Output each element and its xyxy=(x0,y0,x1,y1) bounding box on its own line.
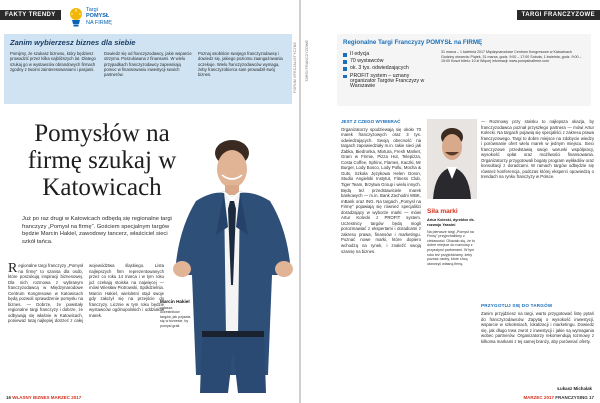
logo-line-1: Targi xyxy=(86,7,98,13)
footer-date-right: MARZEC 2017 xyxy=(523,395,554,400)
logo-line-2: POMYSŁ xyxy=(86,13,110,20)
body-text-left xyxy=(8,263,164,324)
right-page xyxy=(301,0,600,403)
section-label-right: TARGI FRANCZYZOWE xyxy=(517,10,600,20)
event-info-box xyxy=(337,34,591,106)
info-box-col-3: Poznaj osobiście swojego franczyzodawcę i dowiedz się, jakiego poziomu zaangażowania oczekuje. Wielu franczyzodawców wymaga, żeby franczyzobiorca sam prowadził swój biznes. xyxy=(198,51,283,78)
event-box-title: Regionalne Targi Franczyzy POMYSŁ na FIRMĘ xyxy=(343,39,483,46)
quote-box xyxy=(427,208,477,266)
caption-text: ogłasza uczestników targów, jak pojawia się w biznesie, by pomysł grali. xyxy=(160,305,191,328)
side-vertical-label-left: FORUM SPECJALISTYCZNE xyxy=(293,42,297,93)
footer-brand-right: FRANCZYSING xyxy=(555,395,588,400)
caption-name: Marcin Hakiel xyxy=(160,299,190,304)
footer-left xyxy=(6,395,81,400)
left-page xyxy=(0,0,299,403)
body-text-left-content: egionalne targi franczyzy „Pomysł na firmę” to szansa dla osób, które poszukują inspiracji biznesowej. Dla nich rozmowa z wybranym franczyzodawcą w Międzynarodowe Centrum Kongresowe w Katowicach będą pozwoli sprawdzenie pomysłu na biznes. — Dobrze, że powstały regionalne targi franczyzy i dobrze, że odbywają się właśnie w Katowicach, ponieważ tutaj najlepiej dotrzeć z całej województwa śląskiego. Lista najlepszych firm reprezentowanych przez co roku 14 marca i w tym roku już czekają stoiska na najwięcej — mówi Wiesław Piotrowski, Spółdzielnia. Marcin Hakiel, wieloletni stąd swoje gdy założył się na przejście do franczyzy. Licznie w tym roku będzie wystawców ogólnopolskich i oddziałów marek. xyxy=(8,263,164,324)
section-label-left: FAKTY TRENDY xyxy=(0,10,61,20)
logo-text xyxy=(86,7,112,26)
info-box-col-2: Dowiedz się od franczyzodawcy, jakie wsparcie otrzyma. Poszukiwana z finansami. W wielu przypadkach franczyzodawcy zapewniają pomoc w finansowaniu inwestycji swoich partnerów. xyxy=(104,51,192,78)
info-box-col-1: Pomijmy, że szukasz biznesu, który będziesz prowadzić przez kilka najbliższych lat. Dlatego szukaj go w wystawców obrandowych firmach zgodny z twoimi zainteresowaniami i pasjami. xyxy=(10,51,96,72)
event-fact-item: 70 wystawców xyxy=(343,58,435,65)
event-fact-item: II edycja xyxy=(343,51,435,58)
info-box-columns xyxy=(10,51,286,77)
lead-paragraph: Już po raz drugi w Katowicach odbędą się regionalne targi franczyzy „Pomysł na firmę”. Gościem specjalnym targów będzie Marcin Hakiel, zawodowy tancerz, właściciel sieci szkół tańca. xyxy=(22,216,172,245)
event-fact-item: ok. 3 tys. odwiedzających xyxy=(343,65,435,72)
info-box-title: Zanim wybierzesz biznes dla siebie xyxy=(10,38,136,47)
page-number-left: 16 xyxy=(6,395,12,400)
event-facts-list xyxy=(343,51,435,89)
logo-lightbulb-icon xyxy=(68,6,84,28)
body-column-2: — Rozmowy przy stoisku to najlepsza okazja, by franczyzodawca poznał przyszłego partnera — mówi Artur Kolecki. Na targach pojawią się specjaliści z zakresu prawa franczyzowego. Targi to dobre miejsce na zdobycie wiedzy i porównanie ofert wielu marek w jednym miejscu. Sieci franczyzowe przedstawią swoje warunki współpracy, wysokość opłat oraz możliwości finansowania. Organizatorzy przygotowali bogaty program wykładów oraz konsultacji z doradcami. W ramach targów odbędzie się również konferencja, podczas której eksperci opowiedzą o trendach na rynku franczyzy w Polsce. xyxy=(481,119,594,180)
page-headline: Pomysłów na firmę szukaj w Katowicach xyxy=(27,120,177,201)
body-column-1 xyxy=(341,119,421,254)
footer-right xyxy=(523,395,594,400)
dropcap-letter: R xyxy=(8,261,18,276)
portrait-artur-kolecki xyxy=(427,119,477,199)
event-details: 31 marca – 1 kwietnia 2017 Międzynarodowe Centrum Kongresowe w Katowicach Godziny otwarcia: Piątek, 31 marca, godz. 9:00 – 17:00 Sobota, 1 kwietnia, godz. 9:00 – 15:00 Koszt biletu: 10 zł Więcej informacji: www.pomyslnafirme.com xyxy=(441,50,582,64)
column-3-heading: PRZYGOTUJ SIĘ DO TARGÓW xyxy=(481,303,553,308)
info-box-tips xyxy=(4,34,292,104)
quote-text: Na pierwsze targi „Pomysł na Firmę” przyjechaliśmy z ciekawości. Okazało się, że to dobre miejsce do rozmowy z przyszłymi partnerami. W tym roku też przyjeżdżamy, żeby poznać osoby, które chcą otworzyć własną firmę. xyxy=(427,229,475,266)
column-1-heading: JEST Z CZEGO WYBIERAĆ xyxy=(341,119,401,124)
footer-brand-left: WŁASNY BIZNES xyxy=(12,395,50,400)
logo-line-3: NA FIRMĘ xyxy=(86,19,112,26)
event-fact-item: PROFIT system – uznany organizator Targów Franczyzy w Warszawie xyxy=(343,73,435,90)
photo-caption xyxy=(160,300,192,329)
quote-author: Artur Kolecki, dyrektor ds. rozwoju Yassini xyxy=(427,218,475,227)
column-1-text: Organizatorzy spodziewają się około 70 marek franczyzowych oraz 3 tys. odwiedzających. Swoją obecność na targach zapowiedziały m.in. takie sieci jak Żabka, Biedronka, Mixtura, Fresh Market, Gram w Firmie, Pizza Hut, Telepizza, Costa Coffee, Sphinx, Flames, Kaczki, Mr Burger, Lody Bosco, Lody Pollu, Mocha & Guts, Szkoła Językowa Helen Doron, Studio Angielski Instytut, Fitness Club, Tiger Team, Brzytwa Group i wielu innych. Będą też przedstawiciele marek bankowych — m.in. Bank Zachodni WBK, mBank oraz ING. Na targach „Pomysł na Firmę” pojawiają się również specjaliści doradzający w wyborze marki — mówi Artur Kolecki z PROFIT system. Uczestnicy targów będą mogli porozmawiać z ekspertami i doradcami z zakresu prawa, finansów i marketingu. Poznać nowe marki, które dopiero wchodzą na rynek, i znaleźć swoją szansę na biznes. xyxy=(341,126,421,254)
logo-pomysl-na-firme xyxy=(68,4,128,32)
quote-heading: Siła marki xyxy=(427,208,458,215)
article-author: Łukasz Michalak xyxy=(557,386,592,391)
body-column-3: Zanim przyjdziesz na targi, warto przygotować listę pytań do franczyzodawców. Zapytaj o wysokość inwestycji, wsparcie w szkoleniach, lokalizacji i marketingu. Dowiedz się, jak długo trwa zwrot z inwestycji i jakie są wymagania wobec partnerów. Organizatorzy rekomendują rozmowy z kilkoma markami z tej samej branży, aby porównać oferty. xyxy=(481,311,594,344)
side-vertical-label-right: TARGI FRANCZYZOWE xyxy=(305,40,309,82)
page-number-right: 17 xyxy=(588,395,594,400)
footer-date-left: MARZEC 2017 xyxy=(50,395,82,400)
